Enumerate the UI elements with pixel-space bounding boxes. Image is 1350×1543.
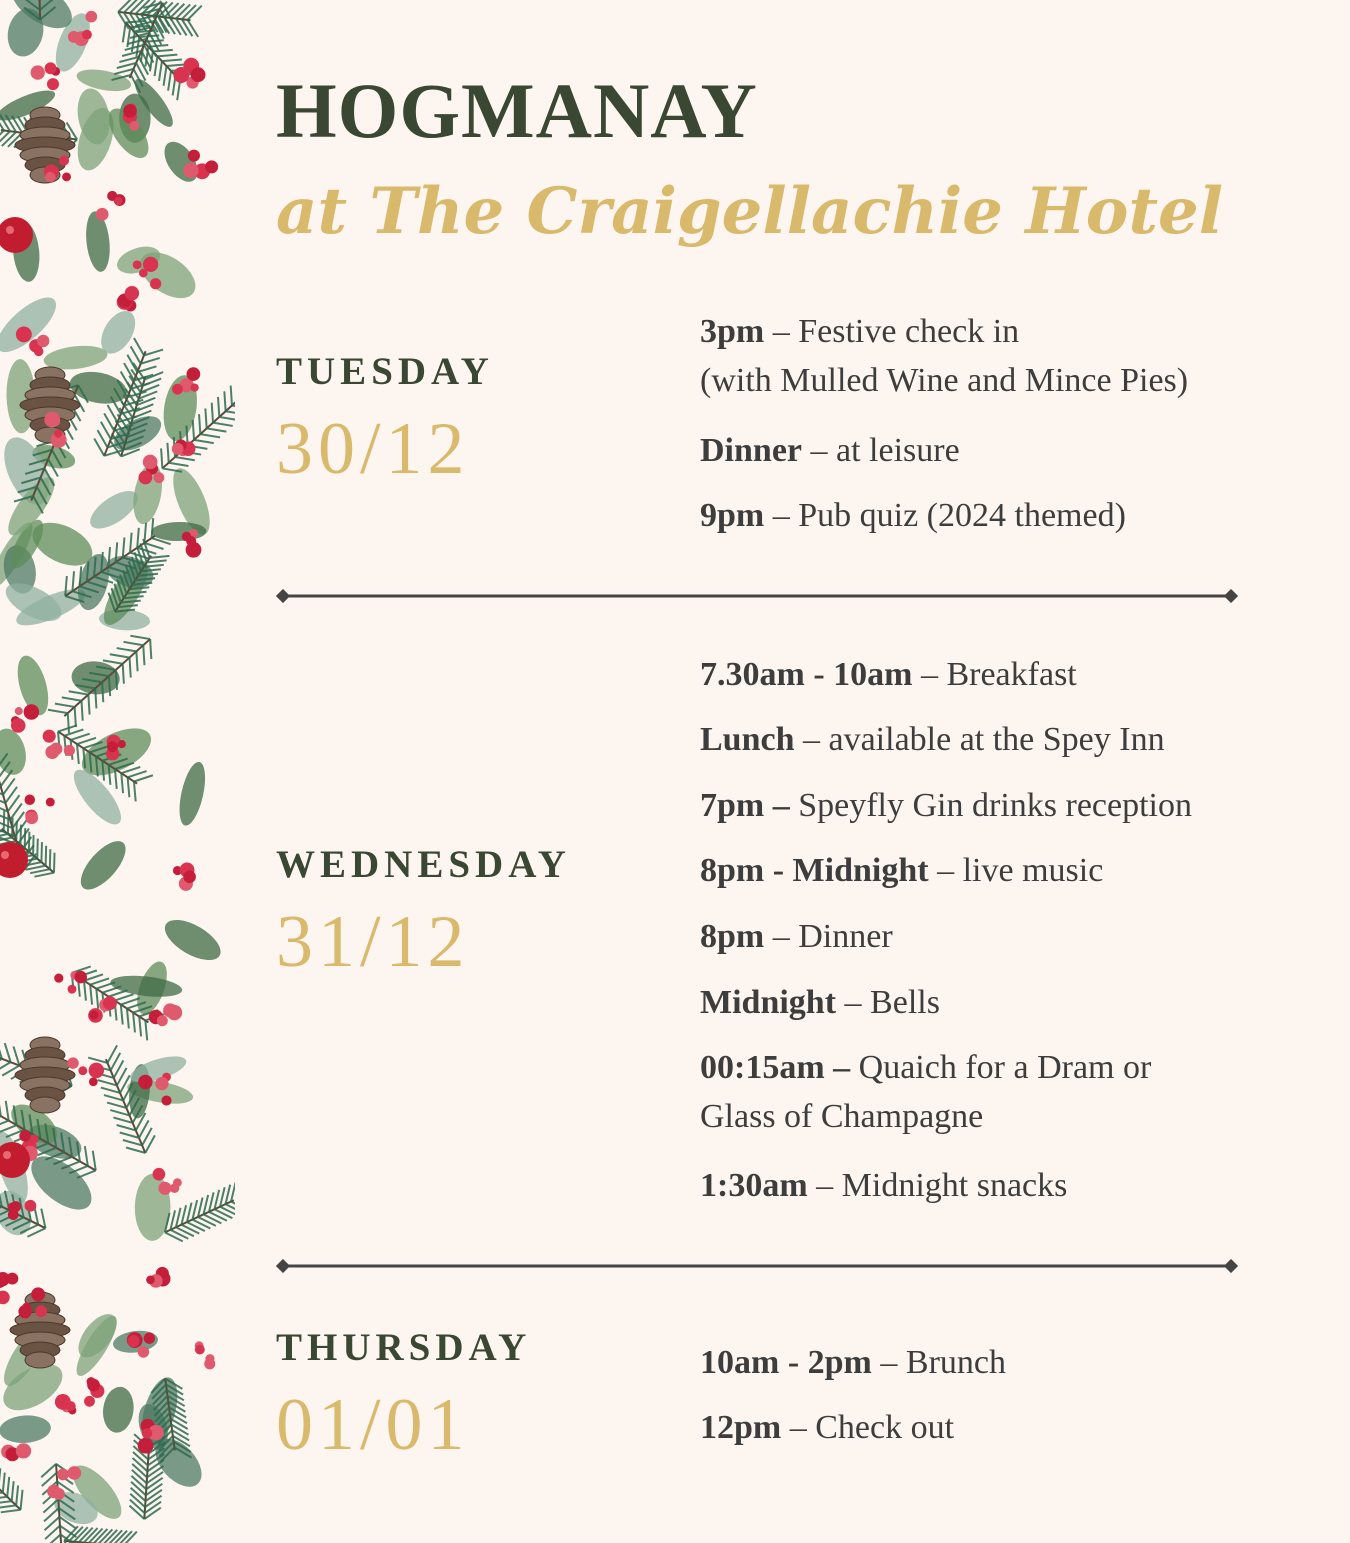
day-date-tuesday: 30/12 <box>276 408 470 490</box>
schedule-item: 8pm - Midnight – live music <box>700 852 1104 889</box>
day-name-wednesday: WEDNESDAY <box>276 843 571 886</box>
section-divider <box>276 589 1238 603</box>
page-subtitle: at The Craigellachie Hotel <box>276 174 1224 249</box>
schedule-item: 1:30am – Midnight snacks <box>700 1167 1068 1204</box>
schedule-item: 7pm – Speyfly Gin drinks reception <box>700 787 1192 824</box>
schedule-item: 00:15am – Quaich for a Dram or Glass of Champagne <box>700 1049 1152 1135</box>
schedule-item: 9pm – Pub quiz (2024 themed) <box>700 497 1126 534</box>
section-divider <box>276 1259 1238 1273</box>
schedule-item: 12pm – Check out <box>700 1409 955 1446</box>
schedule-item: Dinner – at leisure <box>700 432 960 469</box>
day-date-wednesday: 31/12 <box>276 901 470 983</box>
page-title: HOGMANAY <box>276 67 758 154</box>
schedule-item: Lunch – available at the Spey Inn <box>700 721 1165 758</box>
schedule-item: 7.30am - 10am – Breakfast <box>700 656 1077 693</box>
schedule-item: 8pm – Dinner <box>700 918 893 955</box>
day-name-tuesday: TUESDAY <box>276 350 494 393</box>
schedule-item: 10am - 2pm – Brunch <box>700 1344 1006 1381</box>
christmas-garland-icon <box>0 0 235 1543</box>
schedule-item: 3pm – Festive check in (with Mulled Wine and Mince Pies) <box>700 313 1189 399</box>
day-name-thursday: THURSDAY <box>276 1326 532 1369</box>
day-date-thursday: 01/01 <box>276 1384 470 1466</box>
schedule-item: Midnight – Bells <box>700 984 940 1021</box>
